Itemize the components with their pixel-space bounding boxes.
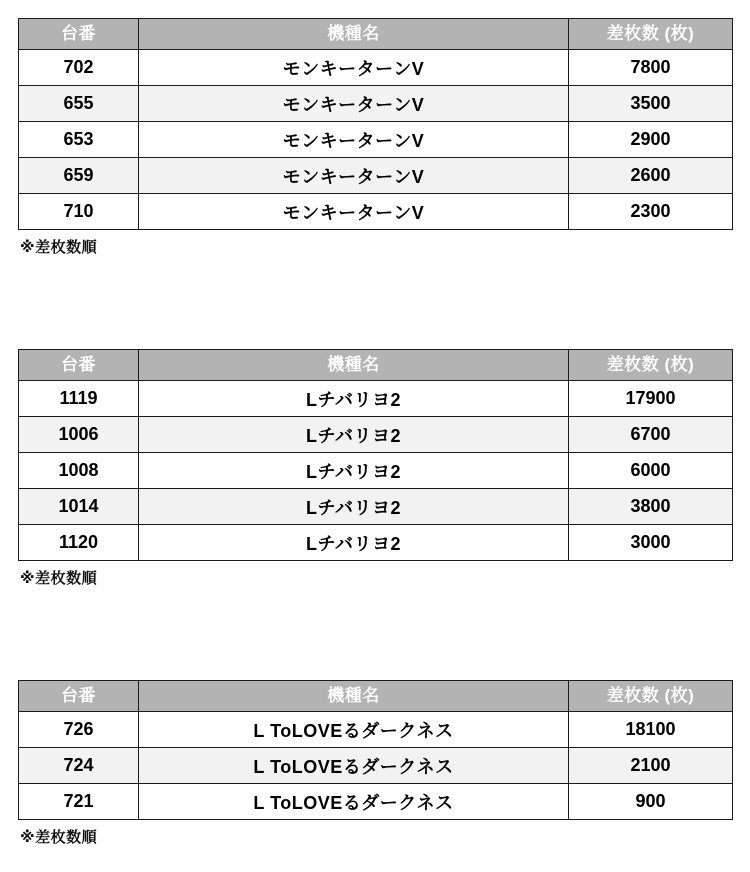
table-block-2 [18,349,732,588]
table-row [19,381,733,417]
cell-machine-number: 1120 [19,525,139,561]
cell-coin-difference: 6000 [569,453,733,489]
table-row [19,453,733,489]
cell-machine-number: 1006 [19,417,139,453]
cell-machine-number: 1014 [19,489,139,525]
table-header-row [19,19,733,50]
cell-machine-name: モンキーターンV [139,122,569,158]
table-row [19,194,733,230]
cell-coin-difference: 3500 [569,86,733,122]
cell-machine-name: Lチバリヨ2 [139,417,569,453]
cell-coin-difference: 2600 [569,158,733,194]
machine-results-table-3 [18,680,733,820]
table-row [19,525,733,561]
table-row [19,784,733,820]
table-note: ※差枚数順 [20,239,98,256]
cell-coin-difference: 17900 [569,381,733,417]
table-header-row [19,681,733,712]
table-row [19,158,733,194]
cell-machine-number: 726 [19,712,139,748]
table-block-3 [18,680,732,847]
column-header-machine-name: 機種名 [139,350,569,381]
cell-machine-name: Lチバリヨ2 [139,453,569,489]
table-row [19,712,733,748]
cell-machine-name: Lチバリヨ2 [139,489,569,525]
column-header-coin-difference: 差枚数 (枚) [569,350,733,381]
table-row [19,748,733,784]
table-note: ※差枚数順 [20,570,98,587]
cell-coin-difference: 2300 [569,194,733,230]
cell-machine-name: L ToLOVEるダークネス [139,784,569,820]
column-header-coin-difference: 差枚数 (枚) [569,681,733,712]
cell-machine-number: 710 [19,194,139,230]
cell-coin-difference: 18100 [569,712,733,748]
table-block-1 [18,18,732,257]
cell-machine-number: 721 [19,784,139,820]
cell-machine-number: 655 [19,86,139,122]
cell-coin-difference: 900 [569,784,733,820]
cell-machine-name: Lチバリヨ2 [139,525,569,561]
cell-machine-number: 659 [19,158,139,194]
cell-machine-number: 724 [19,748,139,784]
cell-coin-difference: 2900 [569,122,733,158]
cell-machine-name: モンキーターンV [139,158,569,194]
table-row [19,122,733,158]
column-header-machine-number: 台番 [19,350,139,381]
cell-coin-difference: 3000 [569,525,733,561]
table-row [19,489,733,525]
cell-machine-name: モンキーターンV [139,194,569,230]
column-header-machine-number: 台番 [19,19,139,50]
cell-coin-difference: 3800 [569,489,733,525]
cell-coin-difference: 7800 [569,50,733,86]
cell-machine-name: モンキーターンV [139,50,569,86]
cell-coin-difference: 6700 [569,417,733,453]
table-row [19,86,733,122]
cell-machine-number: 1119 [19,381,139,417]
table-row [19,417,733,453]
cell-machine-name: Lチバリヨ2 [139,381,569,417]
table-header-row [19,350,733,381]
cell-machine-number: 1008 [19,453,139,489]
table-row [19,50,733,86]
cell-coin-difference: 2100 [569,748,733,784]
cell-machine-number: 702 [19,50,139,86]
column-header-machine-name: 機種名 [139,681,569,712]
cell-machine-name: モンキーターンV [139,86,569,122]
cell-machine-number: 653 [19,122,139,158]
table-note: ※差枚数順 [20,829,98,846]
machine-results-table-2 [18,349,733,561]
column-header-machine-number: 台番 [19,681,139,712]
machine-results-table-1 [18,18,733,230]
column-header-coin-difference: 差枚数 (枚) [569,19,733,50]
cell-machine-name: L ToLOVEるダークネス [139,748,569,784]
column-header-machine-name: 機種名 [139,19,569,50]
cell-machine-name: L ToLOVEるダークネス [139,712,569,748]
